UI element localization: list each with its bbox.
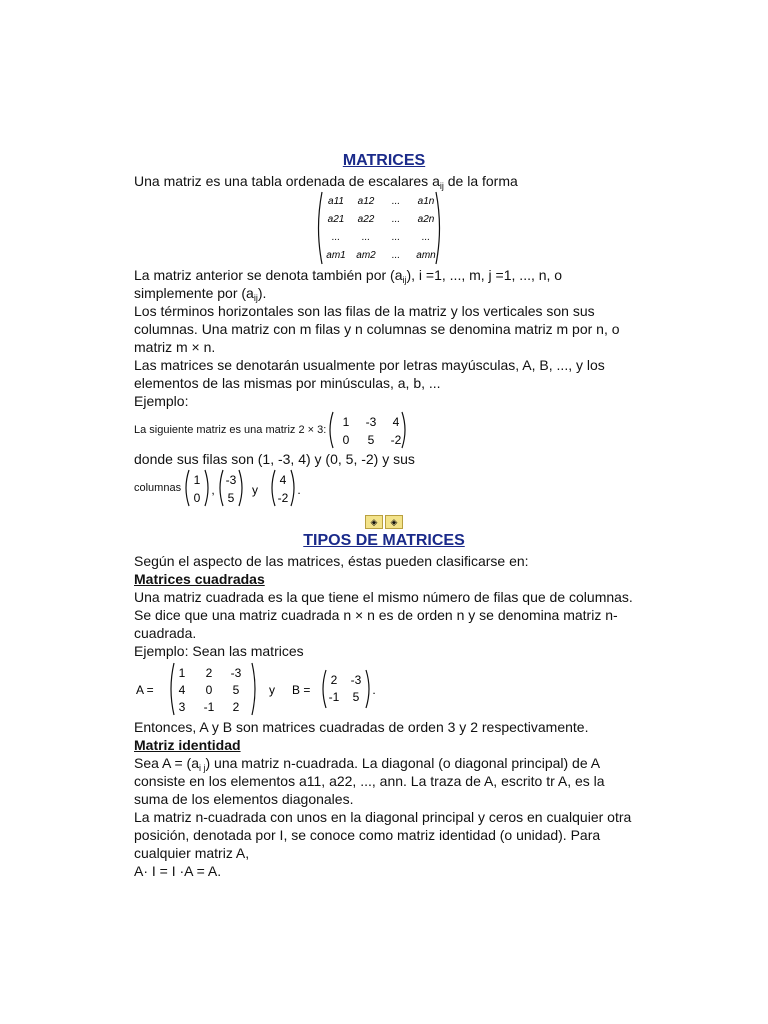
example-matrix-svg <box>326 410 410 450</box>
denote-text: La matriz anterior se denota también por $(a_{ij})$, i =1, ..., m, j =1, ..., n, o simplemente por $(a_{ij})$. <box>134 267 563 303</box>
matrix-a-entry: -3 <box>230 666 242 680</box>
general-matrix-entry: ... <box>361 232 371 243</box>
matrix-a-entry: 3 <box>178 700 186 714</box>
right-bracket <box>205 470 208 506</box>
example-matrix-entry: -3 <box>365 415 377 429</box>
matrix-b-period: . <box>372 683 376 697</box>
square-example-text: Ejemplo: Sean las matrices <box>134 643 304 659</box>
then-text: Entonces, A y B son matrices cuadradas de orden 3 y 2 respectivamente. <box>134 719 589 735</box>
document-page <box>134 150 634 880</box>
general-matrix-entry: am1 <box>326 250 346 261</box>
general-matrix-entry: a21 <box>327 214 345 225</box>
general-matrix-entry: am2 <box>356 250 376 261</box>
right-bracket <box>366 670 369 708</box>
column-entry: -3 <box>225 473 237 487</box>
general-matrix-entry: a1n <box>417 196 435 207</box>
matrix-a-entry: -1 <box>203 700 215 714</box>
column-entry: 0 <box>193 491 201 505</box>
rows-text: donde sus filas son (1, -3, 4) y (0, 5, -2) y sus <box>134 451 415 467</box>
types-text: Según el aspecto de las matrices, éstas pueden clasificarse en: <box>134 553 529 569</box>
identity-subtitle: Matriz identidad <box>134 737 241 753</box>
identity-text-3: A· I = I ·A = A. <box>134 863 222 879</box>
nav-icons <box>134 512 634 530</box>
nav-next-icon[interactable]: ◈ <box>385 515 403 529</box>
general-matrix-entry: a22 <box>357 214 375 225</box>
letters-text: Las matrices se denotarán usualmente por letras mayúsculas, A, B, ..., y los elementos de las mismas por minúsculas, a, b, ... <box>134 357 605 391</box>
general-matrix-entry: ... <box>391 232 401 243</box>
general-matrix <box>314 190 634 266</box>
right-bracket <box>252 663 255 715</box>
matrix-a-label: A = <box>136 683 154 697</box>
columns-label: columnas <box>134 482 182 494</box>
matrix-b-label: B = <box>292 683 311 697</box>
columns-svg <box>181 468 381 508</box>
types-title: TIPOS DE MATRICES <box>303 532 465 549</box>
example-matrix-entry: -2 <box>390 433 402 447</box>
general-matrix-entry: ... <box>331 232 341 243</box>
ab-matrices-row <box>134 660 634 718</box>
columns-row <box>134 468 634 508</box>
terms-text: Los términos horizontales son las filas de la matriz y los verticales son sus columnas. Una matriz con m filas y n columnas se denomina matriz m por n, o matriz m × n. <box>134 303 620 355</box>
column-entry: 1 <box>193 473 201 487</box>
matrix-a-entry: 1 <box>178 666 186 680</box>
identity-text-2: La matriz n-cuadrada con unos en la diagonal principal y ceros en cualquier otra posición, denotada por I, se conoce como matriz identidad (o unidad). Para cualquier matriz A, <box>134 809 632 861</box>
left-bracket <box>220 470 223 506</box>
example-matrix-entry: 5 <box>367 433 375 447</box>
general-matrix-entry: ... <box>421 232 431 243</box>
matrix-a-entry: 0 <box>205 683 213 697</box>
general-matrix-entry: a2n <box>417 214 435 225</box>
left-bracket <box>272 470 275 506</box>
column-entry: -2 <box>277 491 289 505</box>
column-separator: , <box>211 483 215 497</box>
matrix-a-entry: 5 <box>232 683 240 697</box>
general-matrix-entry: ... <box>391 196 401 207</box>
square-subtitle: Matrices cuadradas <box>134 571 265 587</box>
matrix-b-entry: 2 <box>330 673 338 687</box>
column-and: y <box>252 483 259 497</box>
matrix-a-entry: 2 <box>232 700 240 714</box>
ab-matrices-svg <box>134 660 394 718</box>
general-matrix-svg <box>314 190 444 266</box>
page-title: MATRICES <box>342 152 426 169</box>
column-entry: 4 <box>279 473 287 487</box>
general-matrix-entry: a11 <box>328 196 344 207</box>
matrix-b-entry: 5 <box>352 690 360 704</box>
example-matrix-entry: 0 <box>342 433 350 447</box>
general-matrix-entry: ... <box>391 214 401 225</box>
example-matrix-entry: 4 <box>392 415 400 429</box>
identity-text-1: Sea $A = (a_{i j})$ una matriz n-cuadrada. La diagonal (o diagonal principal) de A consiste en los elementos a11, a22, ..., ann. La traza de A, escrito tr A, es la suma de los elementos diagonales. <box>134 755 605 807</box>
intro-text: Una matriz es una tabla ordenada de escalares $a_{ij}$ de la forma <box>134 173 518 191</box>
square-text: Una matriz cuadrada es la que tiene el mismo número de filas que de columnas. Se dice que una matriz cuadrada n × n es de orden n y se denomina matriz n-cuadrada. <box>134 589 633 641</box>
nav-prev-icon[interactable]: ◈ <box>365 515 383 529</box>
right-bracket <box>291 470 294 506</box>
example-row <box>134 410 634 450</box>
column-period: . <box>297 483 301 497</box>
left-bracket <box>171 663 174 715</box>
right-bracket <box>239 470 242 506</box>
matrix-b-entry: -1 <box>328 690 340 704</box>
general-matrix-entry: amn <box>416 250 436 261</box>
example-matrix-entry: 1 <box>342 415 350 429</box>
left-bracket <box>186 470 189 506</box>
general-matrix-entry: a12 <box>357 196 375 207</box>
example-label-small: La siguiente matriz es una matriz 2 × 3: <box>134 424 327 436</box>
matrix-a-entry: 2 <box>205 666 213 680</box>
matrix-a-entry: 4 <box>178 683 186 697</box>
column-entry: 5 <box>227 491 235 505</box>
example-label: Ejemplo: <box>134 393 189 409</box>
matrix-and: y <box>269 683 275 697</box>
matrix-b-entry: -3 <box>350 673 362 687</box>
left-bracket <box>323 670 326 708</box>
general-matrix-entry: ... <box>391 250 401 261</box>
